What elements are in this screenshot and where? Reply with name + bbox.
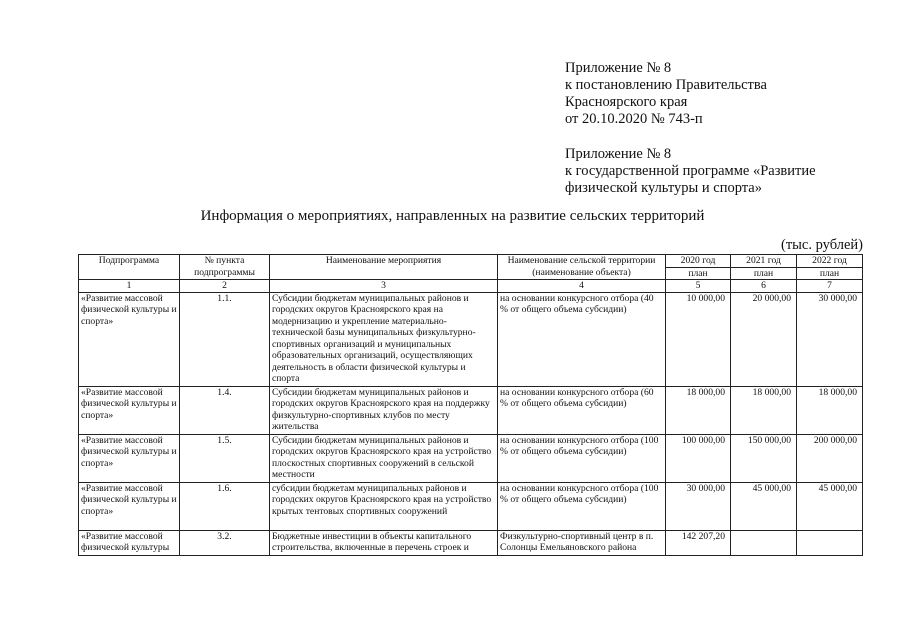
decree-line-3: от 20.10.2020 № 743-п	[565, 111, 703, 127]
subprogram-cell: «Развитие массовой физической культуры и спорта»	[79, 482, 180, 530]
item-number-cell: 1.5.	[180, 434, 270, 482]
column-number: 6	[731, 280, 797, 293]
plan-2022-cell: 30 000,00	[797, 292, 863, 386]
header-row	[79, 255, 863, 268]
plan-2020-cell: 30 000,00	[666, 482, 731, 530]
table-row	[79, 530, 863, 555]
plan-2021-cell: 150 000,00	[731, 434, 797, 482]
territory-cell: на основании конкурсного отбора (100 % от общего объема субсидии)	[498, 482, 666, 530]
header-territory-line1: Наименование сельской территории	[507, 255, 656, 266]
header-item-number	[180, 255, 270, 280]
plan-2022-cell	[797, 530, 863, 555]
program-line-1: к государственной программе «Развитие	[565, 163, 816, 179]
territory-cell: на основании конкурсного отбора (60 % от общего объема субсидии)	[498, 386, 666, 434]
column-number: 7	[797, 280, 863, 293]
plan-2020-cell: 100 000,00	[666, 434, 731, 482]
document-header	[565, 60, 816, 197]
table-row	[79, 482, 863, 530]
plan-2022-cell: 45 000,00	[797, 482, 863, 530]
column-number: 5	[666, 280, 731, 293]
item-number-cell: 1.1.	[180, 292, 270, 386]
document-title: Информация о мероприятиях, направленных на развитие сельских территорий	[200, 208, 705, 224]
subprogram-cell: «Развитие массовой физической культуры и спорта»	[79, 292, 180, 386]
header-plan-2021: план	[731, 267, 797, 280]
subprogram-cell: «Развитие массовой физической культуры и спорта»	[79, 434, 180, 482]
header-plan-2020: план	[666, 267, 731, 280]
item-number-cell: 1.6.	[180, 482, 270, 530]
plan-2021-cell: 20 000,00	[731, 292, 797, 386]
header-subprogram: Подпрограмма	[79, 255, 180, 280]
header-territory	[498, 255, 666, 280]
territory-cell: Физкультурно-спортивный центр в п. Солонцы Емельяновского района	[498, 530, 666, 555]
subprogram-cell: «Развитие массовой физической культуры и спорта»	[79, 386, 180, 434]
table-row	[79, 386, 863, 434]
column-number-row	[79, 280, 863, 293]
plan-2021-cell: 45 000,00	[731, 482, 797, 530]
column-number: 1	[79, 280, 180, 293]
header-event-name: Наименование мероприятия	[270, 255, 498, 280]
event-cell: Субсидии бюджетам муниципальных районов и городских округов Красноярского края на устройство плоскостных спортивных сооружений в сельской местности	[270, 434, 498, 482]
column-number: 3	[270, 280, 498, 293]
event-cell: Бюджетные инвестиции в объекты капитального строительства, включенные в перечень строек и	[270, 530, 498, 555]
header-gap	[565, 128, 816, 146]
event-cell: Субсидии бюджетам муниципальных районов и городских округов Красноярского края на модернизацию и укрепление материально-технической базы муниципальных физкультурно-спортивных организаций и муниципальных образовательных организаций, осуществляющих деятельность в области физической культуры и спорта	[270, 292, 498, 386]
plan-2020-cell: 142 207,20	[666, 530, 731, 555]
item-number-cell: 1.4.	[180, 386, 270, 434]
table-row	[79, 292, 863, 386]
decree-line-2: Красноярского края	[565, 94, 688, 110]
decree-line-1: к постановлению Правительства	[565, 77, 767, 93]
column-number: 4	[498, 280, 666, 293]
header-item-number-line1: № пункта	[204, 255, 245, 266]
header-year-2020: 2020 год	[666, 255, 731, 268]
column-number: 2	[180, 280, 270, 293]
territory-cell: на основании конкурсного отбора (40 % от общего объема субсидии)	[498, 292, 666, 386]
header-year-2022: 2022 год	[797, 255, 863, 268]
territory-cell: на основании конкурсного отбора (100 % от общего объема субсидии)	[498, 434, 666, 482]
table-row	[79, 434, 863, 482]
header-plan-2022: план	[797, 267, 863, 280]
events-table	[78, 254, 863, 556]
units-label: (тыс. рублей)	[781, 237, 863, 253]
plan-2020-cell: 10 000,00	[666, 292, 731, 386]
plan-2021-cell	[731, 530, 797, 555]
program-line-2: физической культуры и спорта»	[565, 180, 762, 196]
header-territory-line2: (наименование объекта)	[532, 266, 631, 278]
appendix-label: Приложение № 8	[565, 60, 672, 76]
program-appendix-label: Приложение № 8	[565, 146, 672, 162]
header-item-number-line2: подпрограммы	[194, 266, 255, 278]
plan-2022-cell: 18 000,00	[797, 386, 863, 434]
plan-2021-cell: 18 000,00	[731, 386, 797, 434]
event-cell: Субсидии бюджетам муниципальных районов и городских округов Красноярского края на поддержку физкультурно-спортивных клубов по месту жительства	[270, 386, 498, 434]
plan-2020-cell: 18 000,00	[666, 386, 731, 434]
item-number-cell: 3.2.	[180, 530, 270, 555]
header-year-2021: 2021 год	[731, 255, 797, 268]
subprogram-cell: «Развитие массовой физической культуры	[79, 530, 180, 555]
plan-2022-cell: 200 000,00	[797, 434, 863, 482]
event-cell: субсидии бюджетам муниципальных районов и городских округов Красноярского края на устройство крытых тентовых спортивных сооружений	[270, 482, 498, 530]
